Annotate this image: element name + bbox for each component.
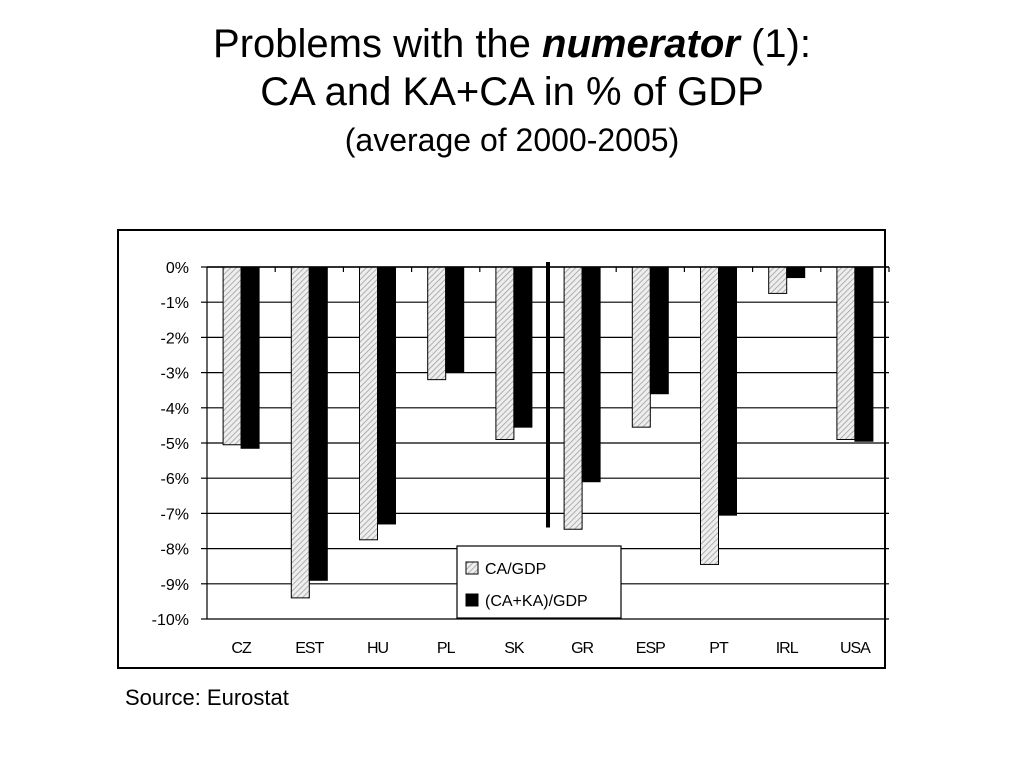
- bar-irl-s1: [769, 267, 787, 293]
- x-tick-label: USA: [839, 640, 870, 657]
- title-text-after: (1):: [739, 22, 811, 66]
- bar-pl-s2: [446, 267, 464, 373]
- bar-est-s2: [309, 267, 327, 580]
- x-tick-label: GR: [571, 640, 594, 657]
- x-tick-label: PT: [709, 640, 728, 657]
- y-tick-label: -8%: [160, 541, 189, 559]
- x-tick-label: EST: [295, 640, 324, 657]
- bar-usa-s1: [837, 267, 855, 439]
- x-tick-label: PL: [436, 640, 455, 657]
- bar-est-s1: [291, 267, 309, 598]
- legend-swatch: [466, 594, 478, 606]
- bar-sk-s1: [496, 267, 514, 439]
- y-tick-label: -6%: [160, 471, 189, 489]
- legend-swatch: [466, 562, 478, 574]
- bar-usa-s2: [855, 267, 873, 441]
- bar-hu-s2: [378, 267, 396, 524]
- bar-esp-s2: [650, 267, 668, 394]
- source-note: Source: Eurostat: [125, 685, 289, 710]
- x-tick-label: SK: [504, 640, 524, 657]
- bar-pt-s2: [719, 267, 737, 515]
- y-tick-label: -7%: [160, 506, 189, 524]
- title-line-3: (average of 2000-2005): [344, 122, 680, 158]
- bar-esp-s1: [632, 267, 650, 427]
- bar-irl-s2: [787, 267, 805, 278]
- title-text-before: Problems with the: [213, 22, 543, 66]
- x-tick-label: CZ: [231, 640, 251, 657]
- bar-pl-s1: [428, 267, 446, 380]
- y-tick-label: -1%: [160, 295, 189, 313]
- y-tick-label: -5%: [160, 436, 189, 453]
- bar-cz-s1: [223, 267, 241, 445]
- legend-label: CA/GDP: [485, 561, 547, 578]
- legend-label: (CA+KA)/GDP: [485, 593, 588, 610]
- title-line-2: CA and KA+CA in % of GDP: [260, 70, 764, 114]
- bar-cz-s2: [241, 267, 259, 448]
- x-tick-label: ESP: [635, 640, 665, 657]
- bar-hu-s1: [360, 267, 378, 540]
- y-tick-label: -2%: [160, 330, 189, 348]
- y-tick-label: -9%: [160, 576, 189, 594]
- bar-gr-s2: [582, 267, 600, 482]
- x-tick-label: HU: [366, 640, 389, 657]
- bar-gr-s1: [564, 267, 582, 529]
- title-emphasis: numerator: [542, 22, 740, 66]
- y-tick-label: -3%: [160, 365, 189, 383]
- y-tick-label: -4%: [160, 400, 189, 418]
- bar-pt-s1: [701, 267, 719, 564]
- x-tick-label: IRL: [775, 640, 798, 657]
- bar-sk-s2: [514, 267, 532, 427]
- y-tick-label: 0%: [165, 260, 189, 277]
- y-tick-label: -10%: [151, 612, 189, 629]
